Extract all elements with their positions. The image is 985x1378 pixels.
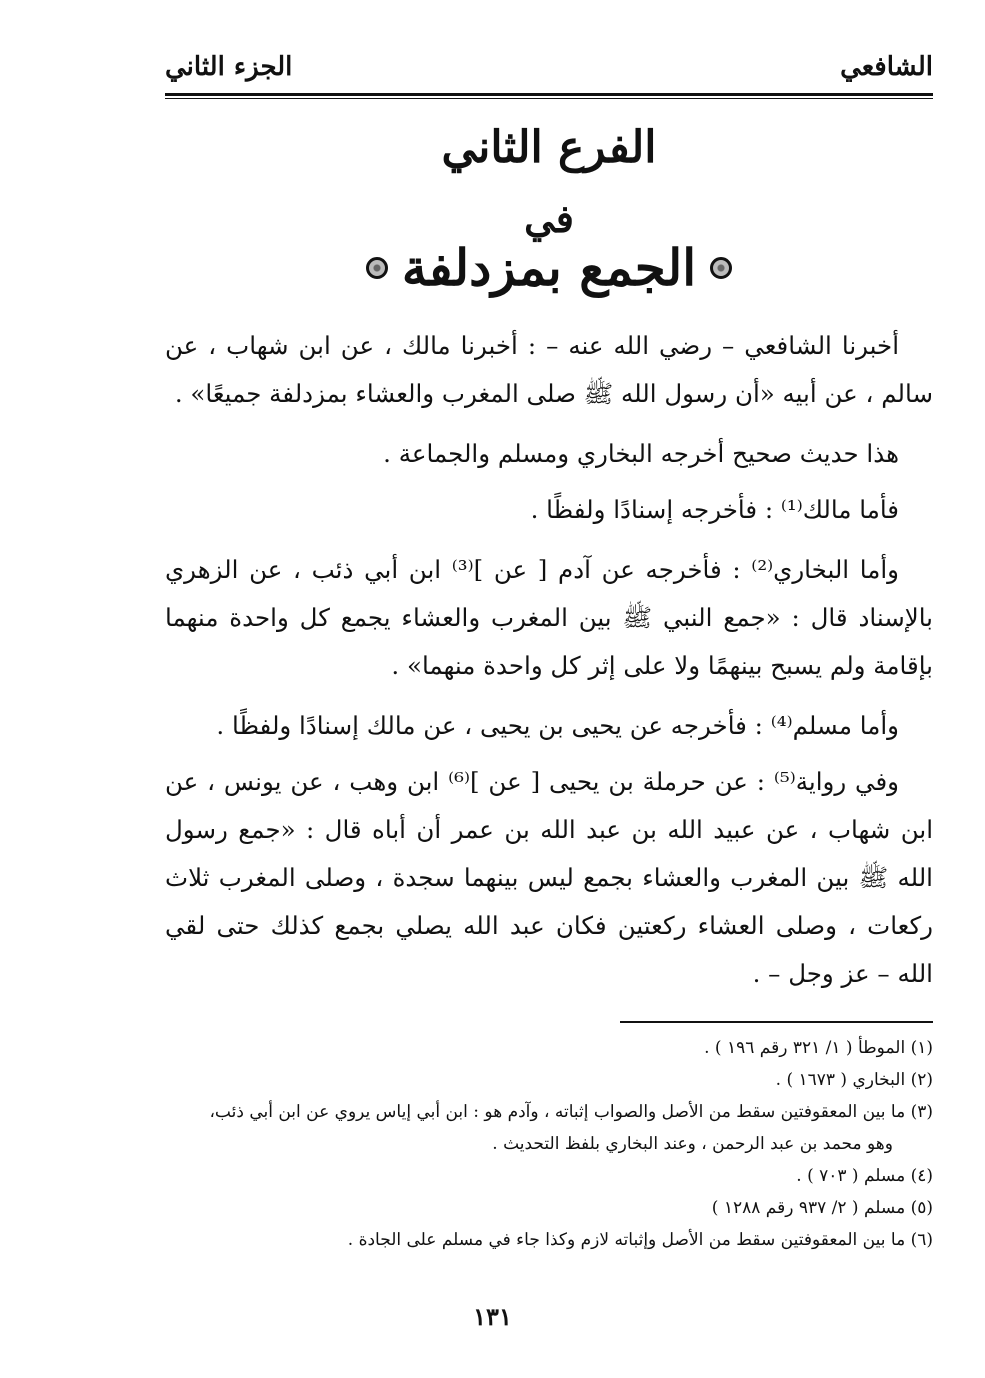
page-number: ١٣١	[473, 1302, 512, 1331]
body-text	[165, 322, 933, 1010]
footnote: (١) الموطأ ( ١/ ٣٢١ رقم ١٩٦ ) .	[704, 1038, 933, 1058]
paragraph: وفي رواية⁽⁵⁾ : عن حرملة بن يحيى [ عن ]⁽⁶⁾ ابن وهب ، عن يونس ، عن ابن شهاب ، عن عبيد الله بن عبد الله بن عمر أن أباه قال : «جمع رسول الله ﷺ بين المغرب والعشاء بجمع ليس بينهما سجدة ، وصلى المغرب ثلاث ركعات ، وصلى العشاء ركعتين فكان عبد الله يصلي بجمع كذلك حتى لقي الله – عز وجل – .	[165, 767, 933, 988]
chapter-subtitle	[165, 238, 933, 297]
paragraph: فأما مالك⁽¹⁾ : فأخرجه إسنادًا ولفظًا .	[530, 495, 899, 524]
footnote: (٥) مسلم ( ٢/ ٩٣٧ رقم ١٢٨٨ )	[711, 1198, 933, 1218]
paragraph: أخبرنا الشافعي – رضي الله عنه – : أخبرنا مالك ، عن ابن شهاب ، عن سالم ، عن أبيه «أن رسول الله ﷺ صلى المغرب والعشاء بمزدلفة جميعًا» .	[165, 331, 933, 408]
running-header-volume: الجزء الثاني	[165, 52, 293, 82]
ornament-icon	[710, 257, 732, 279]
chapter-title-connector: في	[524, 196, 574, 241]
footnote: (٦) ما بين المعقوفتين سقط من الأصل وإثباته لازم وكذا جاء في مسلم على الجادة .	[347, 1230, 933, 1250]
paragraph: هذا حديث صحيح أخرجه البخاري ومسلم والجماعة .	[383, 439, 899, 468]
footnote-rule	[620, 1021, 933, 1023]
footnote: (٣) ما بين المعقوفتين سقط من الأصل والصواب إثباته ، وآدم هو : ابن أبي إياس يروي عن ابن أبي ذئب،	[209, 1102, 933, 1122]
header-rule	[165, 93, 933, 99]
ornament-icon	[366, 257, 388, 279]
running-header-title: الشافعي	[840, 52, 933, 82]
paragraph: وأما مسلم⁽⁴⁾ : فأخرجه عن يحيى بن يحيى ، عن مالك إسنادًا ولفظًا .	[216, 711, 899, 740]
footnote: (٤) مسلم ( ٧٠٣ ) .	[796, 1166, 933, 1186]
paragraph: وأما البخاري⁽²⁾ : فأخرجه عن آدم [ عن ]⁽³⁾ ابن أبي ذئب ، عن الزهري بالإسناد قال : «جمع النبي ﷺ بين المغرب والعشاء يجمع كل واحدة منهما بإقامة ولم يسبح بينهمًا ولا على إثر كل واحدة منهما» .	[165, 555, 933, 680]
chapter-subtitle-text: الجمع بمزدلفة	[401, 238, 697, 297]
footnote-continuation: وهو محمد بن عبد الرحمن ، وعند البخاري بلفظ التحديث .	[492, 1134, 893, 1154]
footnotes	[165, 1032, 933, 1256]
footnote: (٢) البخاري ( ١٦٧٣ ) .	[775, 1070, 933, 1090]
chapter-title: الفرع الثاني	[441, 122, 657, 173]
